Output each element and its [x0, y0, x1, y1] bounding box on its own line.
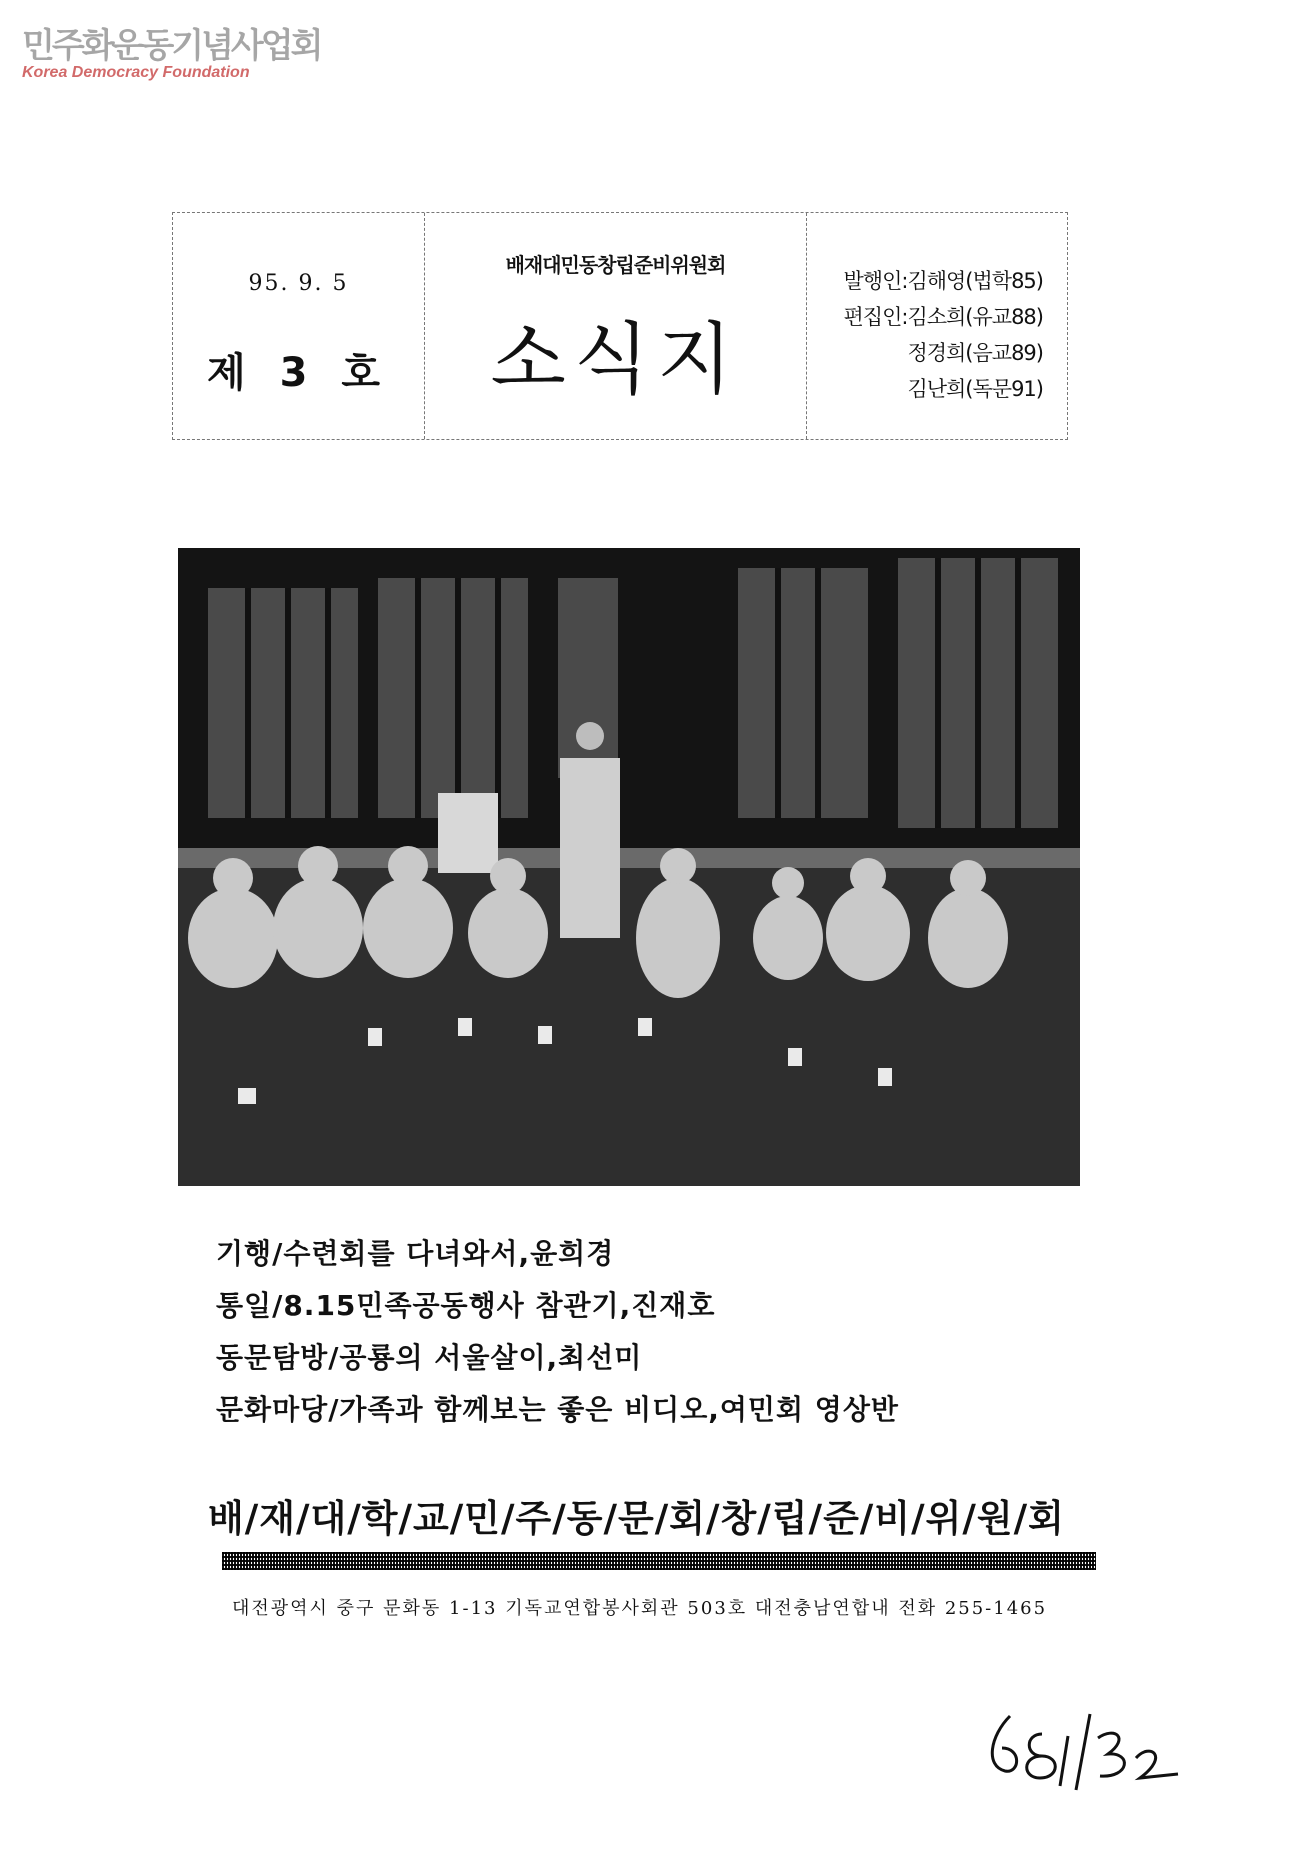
contents-item: 동문탐방/공룡의 서울살이,최선미 [216, 1341, 643, 1374]
group-photo [178, 548, 1080, 1186]
contents-item: 통일/8.15민족공동행사 참관기,진재호 [216, 1289, 716, 1322]
staff-editor: 편집인:김소희(유교88) [843, 305, 1043, 329]
address-line: 대전광역시 중구 문화동 1-13 기독교연합봉사회관 503호 대전충남연합내 전화 255-1465 [232, 1598, 1048, 1619]
contents-item: 문화마당/가족과 함께보는 좋은 비디오,여민회 영상반 [216, 1393, 899, 1426]
issue-date: 95. 9. 5 [248, 271, 349, 296]
masthead-title-panel [425, 213, 807, 439]
committee-name: 배재대민동창립준비위원회 [505, 253, 726, 277]
decorative-hatch-bar [222, 1552, 1096, 1570]
masthead-issue-panel [173, 213, 425, 439]
newsletter-title: 소식지 [490, 315, 741, 405]
table-of-contents [216, 1228, 899, 1436]
staff-editor: 정경희(음교89) [907, 341, 1043, 365]
issue-number: 제 3 호 [207, 350, 390, 396]
staff-list [844, 263, 1043, 407]
handwritten-note-drawing [980, 1686, 1180, 1796]
group-photo-drawing [178, 548, 1080, 1186]
handwritten-note [980, 1686, 1180, 1800]
staff-editor: 김난희(독문91) [907, 377, 1043, 401]
watermark-org-korean: 민주화운동기념사업회 [22, 26, 321, 66]
masthead-staff-panel [807, 213, 1067, 439]
watermark-org-english: Korea Democracy Foundation [22, 64, 250, 81]
organization-name: 배/재/대/학/교/민/주/동/문/회/창/립/준/비/위/원/회 [208, 1497, 1065, 1540]
contents-item: 기행/수련회를 다녀와서,윤희경 [216, 1237, 615, 1270]
masthead [172, 212, 1068, 440]
staff-publisher: 발행인:김해영(법학85) [843, 269, 1043, 293]
